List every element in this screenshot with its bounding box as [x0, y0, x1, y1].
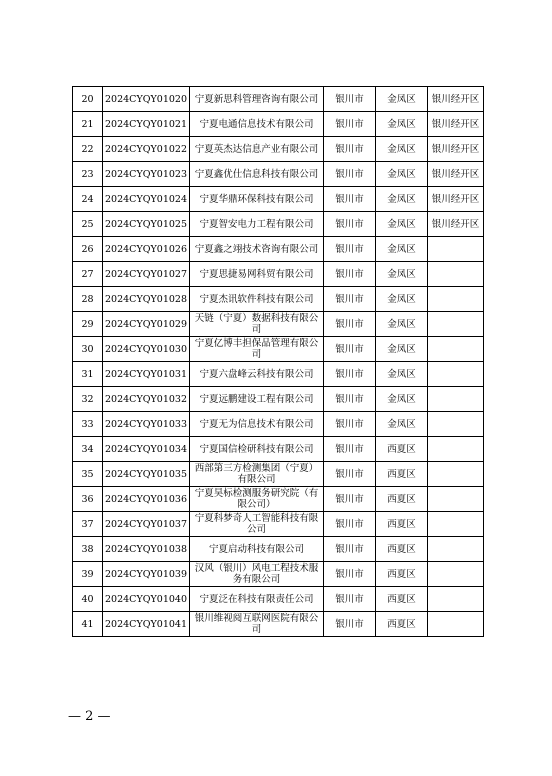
row-number-cell: 25	[73, 212, 103, 237]
park-cell	[428, 587, 484, 612]
table-row	[73, 262, 484, 287]
table-row	[73, 287, 484, 312]
district-cell: 西夏区	[376, 512, 428, 537]
table-row	[73, 562, 484, 587]
enterprise-name-cell: 宁夏国信检研科技有限公司	[190, 437, 324, 462]
enterprise-code-cell: 2024CYQY01027	[103, 262, 190, 287]
table-row	[73, 337, 484, 362]
row-number-cell: 41	[73, 612, 103, 637]
city-cell: 银川市	[324, 612, 376, 637]
city-cell: 银川市	[324, 162, 376, 187]
city-cell: 银川市	[324, 387, 376, 412]
enterprise-name-cell: 天链（宁夏）数据科技有限公司	[190, 312, 324, 337]
district-cell: 金凤区	[376, 212, 428, 237]
page-number: — 2 —	[68, 709, 111, 724]
row-number-cell: 27	[73, 262, 103, 287]
enterprise-code-cell: 2024CYQY01037	[103, 512, 190, 537]
park-cell	[428, 262, 484, 287]
table-row	[73, 237, 484, 262]
district-cell: 西夏区	[376, 612, 428, 637]
row-number-cell: 40	[73, 587, 103, 612]
row-number-cell: 39	[73, 562, 103, 587]
row-number-cell: 36	[73, 487, 103, 512]
table-row	[73, 462, 484, 487]
row-number-cell: 30	[73, 337, 103, 362]
enterprise-code-cell: 2024CYQY01024	[103, 187, 190, 212]
district-cell: 金凤区	[376, 287, 428, 312]
city-cell: 银川市	[324, 487, 376, 512]
city-cell: 银川市	[324, 587, 376, 612]
district-cell: 西夏区	[376, 562, 428, 587]
table-row	[73, 512, 484, 537]
enterprise-code-cell: 2024CYQY01039	[103, 562, 190, 587]
city-cell: 银川市	[324, 412, 376, 437]
city-cell: 银川市	[324, 237, 376, 262]
district-cell: 金凤区	[376, 162, 428, 187]
row-number-cell: 23	[73, 162, 103, 187]
district-cell: 西夏区	[376, 537, 428, 562]
table-row	[73, 412, 484, 437]
table-row	[73, 587, 484, 612]
enterprise-name-cell: 宁夏杰讯软件科技有限公司	[190, 287, 324, 312]
row-number-cell: 34	[73, 437, 103, 462]
table-row	[73, 537, 484, 562]
enterprise-code-cell: 2024CYQY01026	[103, 237, 190, 262]
city-cell: 银川市	[324, 87, 376, 112]
park-cell	[428, 537, 484, 562]
district-cell: 金凤区	[376, 337, 428, 362]
district-cell: 金凤区	[376, 237, 428, 262]
park-cell	[428, 562, 484, 587]
park-cell	[428, 612, 484, 637]
row-number-cell: 22	[73, 137, 103, 162]
enterprise-name-cell: 宁夏亿博丰担保品管理有限公司	[190, 337, 324, 362]
enterprise-code-cell: 2024CYQY01040	[103, 587, 190, 612]
table-row	[73, 312, 484, 337]
enterprise-name-cell: 西部第三方检测集团（宁夏）有限公司	[190, 462, 324, 487]
city-cell: 银川市	[324, 537, 376, 562]
district-cell: 金凤区	[376, 312, 428, 337]
enterprise-code-cell: 2024CYQY01034	[103, 437, 190, 462]
table-row	[73, 437, 484, 462]
park-cell	[428, 387, 484, 412]
city-cell: 银川市	[324, 337, 376, 362]
row-number-cell: 21	[73, 112, 103, 137]
row-number-cell: 20	[73, 87, 103, 112]
row-number-cell: 37	[73, 512, 103, 537]
city-cell: 银川市	[324, 362, 376, 387]
table-row	[73, 487, 484, 512]
park-cell: 银川经开区	[428, 187, 484, 212]
enterprise-name-cell: 宁夏华鼎环保科技有限公司	[190, 187, 324, 212]
row-number-cell: 31	[73, 362, 103, 387]
district-cell: 西夏区	[376, 462, 428, 487]
park-cell	[428, 512, 484, 537]
enterprise-name-cell: 宁夏昊标检测服务研究院（有限公司）	[190, 487, 324, 512]
enterprise-name-cell: 宁夏鑫之翊技术咨询有限公司	[190, 237, 324, 262]
row-number-cell: 35	[73, 462, 103, 487]
enterprise-name-cell: 宁夏英杰达信息产业有限公司	[190, 137, 324, 162]
row-number-cell: 24	[73, 187, 103, 212]
table-row	[73, 212, 484, 237]
district-cell: 西夏区	[376, 487, 428, 512]
enterprise-name-cell: 汉风（银川）风电工程技术服务有限公司	[190, 562, 324, 587]
city-cell: 银川市	[324, 462, 376, 487]
enterprise-name-cell: 宁夏思捷易网科贸有限公司	[190, 262, 324, 287]
row-number-cell: 26	[73, 237, 103, 262]
enterprise-name-cell: 宁夏远鹏建设工程有限公司	[190, 387, 324, 412]
row-number-cell: 33	[73, 412, 103, 437]
park-cell	[428, 237, 484, 262]
enterprise-code-cell: 2024CYQY01021	[103, 112, 190, 137]
enterprise-code-cell: 2024CYQY01022	[103, 137, 190, 162]
enterprise-code-cell: 2024CYQY01041	[103, 612, 190, 637]
enterprise-name-cell: 宁夏科梦奇人工智能科技有限公司	[190, 512, 324, 537]
enterprise-list-table	[72, 86, 484, 637]
table-row	[73, 387, 484, 412]
district-cell: 西夏区	[376, 437, 428, 462]
table-row	[73, 162, 484, 187]
park-cell	[428, 337, 484, 362]
enterprise-code-cell: 2024CYQY01023	[103, 162, 190, 187]
city-cell: 银川市	[324, 512, 376, 537]
enterprise-name-cell: 宁夏六盘峰云科技有限公司	[190, 362, 324, 387]
row-number-cell: 38	[73, 537, 103, 562]
district-cell: 金凤区	[376, 262, 428, 287]
enterprise-code-cell: 2024CYQY01028	[103, 287, 190, 312]
enterprise-code-cell: 2024CYQY01029	[103, 312, 190, 337]
table-row	[73, 187, 484, 212]
enterprise-code-cell: 2024CYQY01033	[103, 412, 190, 437]
district-cell: 金凤区	[376, 112, 428, 137]
enterprise-name-cell: 银川维视阅互联网医院有限公司	[190, 612, 324, 637]
table-row	[73, 112, 484, 137]
park-cell	[428, 412, 484, 437]
park-cell	[428, 287, 484, 312]
table-row	[73, 362, 484, 387]
district-cell: 金凤区	[376, 137, 428, 162]
district-cell: 金凤区	[376, 187, 428, 212]
city-cell: 银川市	[324, 287, 376, 312]
park-cell	[428, 312, 484, 337]
enterprise-code-cell: 2024CYQY01031	[103, 362, 190, 387]
enterprise-code-cell: 2024CYQY01025	[103, 212, 190, 237]
district-cell: 金凤区	[376, 412, 428, 437]
row-number-cell: 32	[73, 387, 103, 412]
park-cell: 银川经开区	[428, 87, 484, 112]
park-cell	[428, 437, 484, 462]
table-row	[73, 612, 484, 637]
park-cell	[428, 362, 484, 387]
city-cell: 银川市	[324, 112, 376, 137]
city-cell: 银川市	[324, 187, 376, 212]
enterprise-name-cell: 宁夏智安电力工程有限公司	[190, 212, 324, 237]
park-cell	[428, 462, 484, 487]
park-cell: 银川经开区	[428, 212, 484, 237]
enterprise-code-cell: 2024CYQY01030	[103, 337, 190, 362]
enterprise-name-cell: 宁夏无为信息技术有限公司	[190, 412, 324, 437]
city-cell: 银川市	[324, 262, 376, 287]
enterprise-code-cell: 2024CYQY01036	[103, 487, 190, 512]
district-cell: 金凤区	[376, 387, 428, 412]
city-cell: 银川市	[324, 212, 376, 237]
enterprise-name-cell: 宁夏新思科管理咨询有限公司	[190, 87, 324, 112]
enterprise-code-cell: 2024CYQY01038	[103, 537, 190, 562]
enterprise-name-cell: 宁夏泛在科技有限责任公司	[190, 587, 324, 612]
park-cell: 银川经开区	[428, 112, 484, 137]
park-cell: 银川经开区	[428, 162, 484, 187]
table-body	[73, 87, 484, 637]
city-cell: 银川市	[324, 562, 376, 587]
row-number-cell: 28	[73, 287, 103, 312]
park-cell	[428, 487, 484, 512]
enterprise-name-cell: 宁夏鑫优仕信息科技有限公司	[190, 162, 324, 187]
enterprise-name-cell: 宁夏启动科技有限公司	[190, 537, 324, 562]
table-row	[73, 137, 484, 162]
district-cell: 西夏区	[376, 587, 428, 612]
district-cell: 金凤区	[376, 87, 428, 112]
table-row	[73, 87, 484, 112]
city-cell: 银川市	[324, 437, 376, 462]
enterprise-code-cell: 2024CYQY01020	[103, 87, 190, 112]
park-cell: 银川经开区	[428, 137, 484, 162]
city-cell: 银川市	[324, 137, 376, 162]
enterprise-name-cell: 宁夏电通信息技术有限公司	[190, 112, 324, 137]
enterprise-code-cell: 2024CYQY01035	[103, 462, 190, 487]
city-cell: 银川市	[324, 312, 376, 337]
row-number-cell: 29	[73, 312, 103, 337]
enterprise-code-cell: 2024CYQY01032	[103, 387, 190, 412]
district-cell: 金凤区	[376, 362, 428, 387]
